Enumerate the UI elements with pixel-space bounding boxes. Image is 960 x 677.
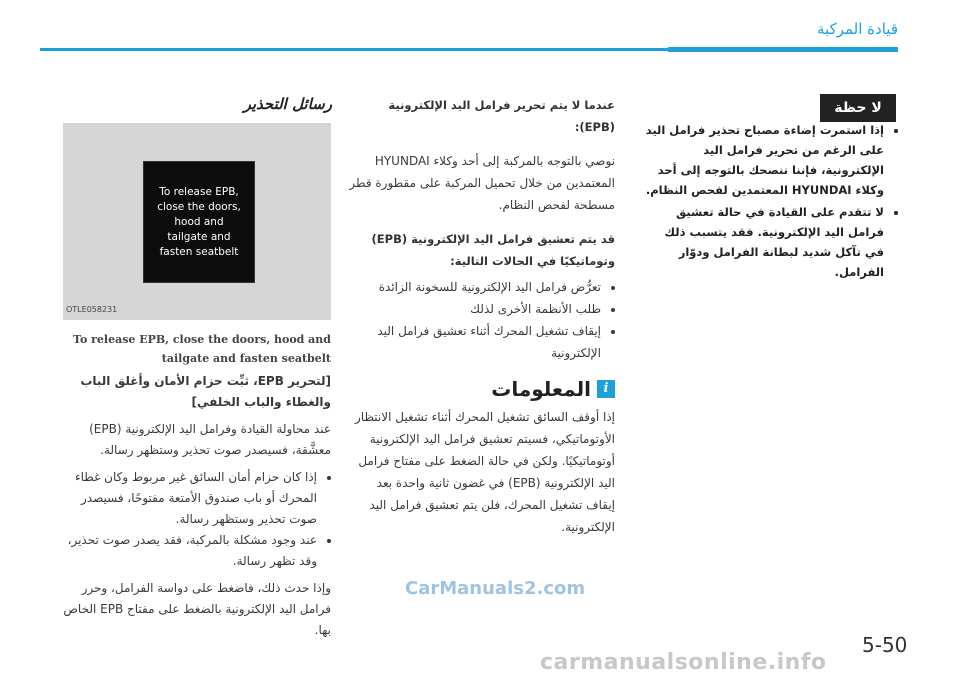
warning-column <box>643 120 898 284</box>
info-icon: i <box>597 380 615 398</box>
list-item: • تعرُّض فرامل اليد الإلكترونية للسخونة الزائدة <box>345 276 601 298</box>
watermark-link[interactable]: CarManuals2.com <box>405 578 586 599</box>
list-item: • إيقاف تشغيل المحرك أثناء تعشيق فرامل اليد الإلكترونية <box>345 320 601 364</box>
message-translation: [لتحرير EPB، ثبِّت حزام الأمان وأغلق الباب والغطاء والباب الخلفي] <box>80 374 331 409</box>
paragraph: وإذا حدث ذلك، فاضغط على دواسة الفرامل، وحرر فرامل اليد الإلكترونية بالضغط على مفتاح EPB الخاص بها. <box>63 581 331 637</box>
image-caption: To release EPB, close the doors, hood and tailgate and fasten seatbelt <box>73 333 331 365</box>
image-code: OTLE058231 <box>66 305 118 314</box>
warning-item: • لا تتقدم على القيادة في حالة تعشيق فرامل اليد الإلكترونية. فقد يتسبب ذلك في تآكل شديد لبطانة الفرامل ودوّار الفرامل. <box>643 202 884 282</box>
warning-list <box>643 120 898 282</box>
section-heading: رسائل التحذير <box>243 95 332 113</box>
warning-label: لا حظة <box>820 94 896 122</box>
info-text: إذا أوقف السائق تشغيل المحرك أثناء تشغيل الانتظار الأوتوماتيكي، فسيتم تعشيق فرامل اليد الإلكترونية أوتوماتيكيًا. ولكن في حالة الضغط على مفتاح فرامل اليد الإلكترونية (EPB) في غضون ثانية واحدة بعد إيقاف تشغيل المحرك، فلن يتم تعشيق فرامل اليد الإلكترونية. <box>355 410 615 534</box>
middle-column <box>345 94 615 550</box>
paragraph: نوصي بالتوجه بالمركبة إلى أحد وكلاء HYUNDAI المعتمدين من خلال تحميل المركبة على مقطورة قطر مسطحة لفحص النظام. <box>349 154 615 212</box>
screen-message: To release EPB, close the doors, hood and tailgate and fasten seatbelt <box>157 185 241 258</box>
section-title: قيادة المركبة <box>817 20 898 38</box>
list-item: • عند وجود مشكلة بالمركبة، فقد يصدر صوت تحذير، وقد تظهر رسالة. <box>63 530 317 572</box>
question-heading: قد يتم تعشيق فرامل اليد الإلكترونية (EPB) وتوماتيكيًا في الحالات التالية: <box>371 232 615 268</box>
list-item: • طلب الأنظمة الأخرى لذلك <box>345 298 601 320</box>
question-heading: عندما لا يتم تحرير فرامل اليد الإلكترونية (EPB): <box>388 98 615 134</box>
paragraph: عند محاولة القيادة وفرامل اليد الإلكترونية (EPB) معشَّقة، فسيصدر صوت تحذير وستظهر رسالة. <box>89 422 331 457</box>
left-body <box>63 371 331 647</box>
cluster-display-image <box>63 123 331 320</box>
bullet-list <box>63 467 331 572</box>
header-rule <box>40 48 898 51</box>
bullet-list <box>345 276 615 364</box>
display-screen <box>143 161 255 283</box>
info-heading <box>345 378 615 400</box>
info-title: المعلومات <box>491 377 591 401</box>
page-number: 5-50 <box>862 633 908 657</box>
list-item: • إذا كان حزام أمان السائق غير مربوط وكان غطاء المحرك أو باب صندوق الأمتعة مفتوحًا، فسيصدر صوت تحذير وستظهر رسالة. <box>63 467 317 530</box>
warning-item: • إذا استمرت إضاءة مصباح تحذير فرامل اليد على الرغم من تحرير فرامل اليد الإلكترونية، فإننا ننصحك بالتوجه إلى أحد وكلاء HYUNDAI المعتمدين لفحص النظام. <box>643 120 884 200</box>
watermark-text: carmanualsonline.info <box>540 650 827 675</box>
